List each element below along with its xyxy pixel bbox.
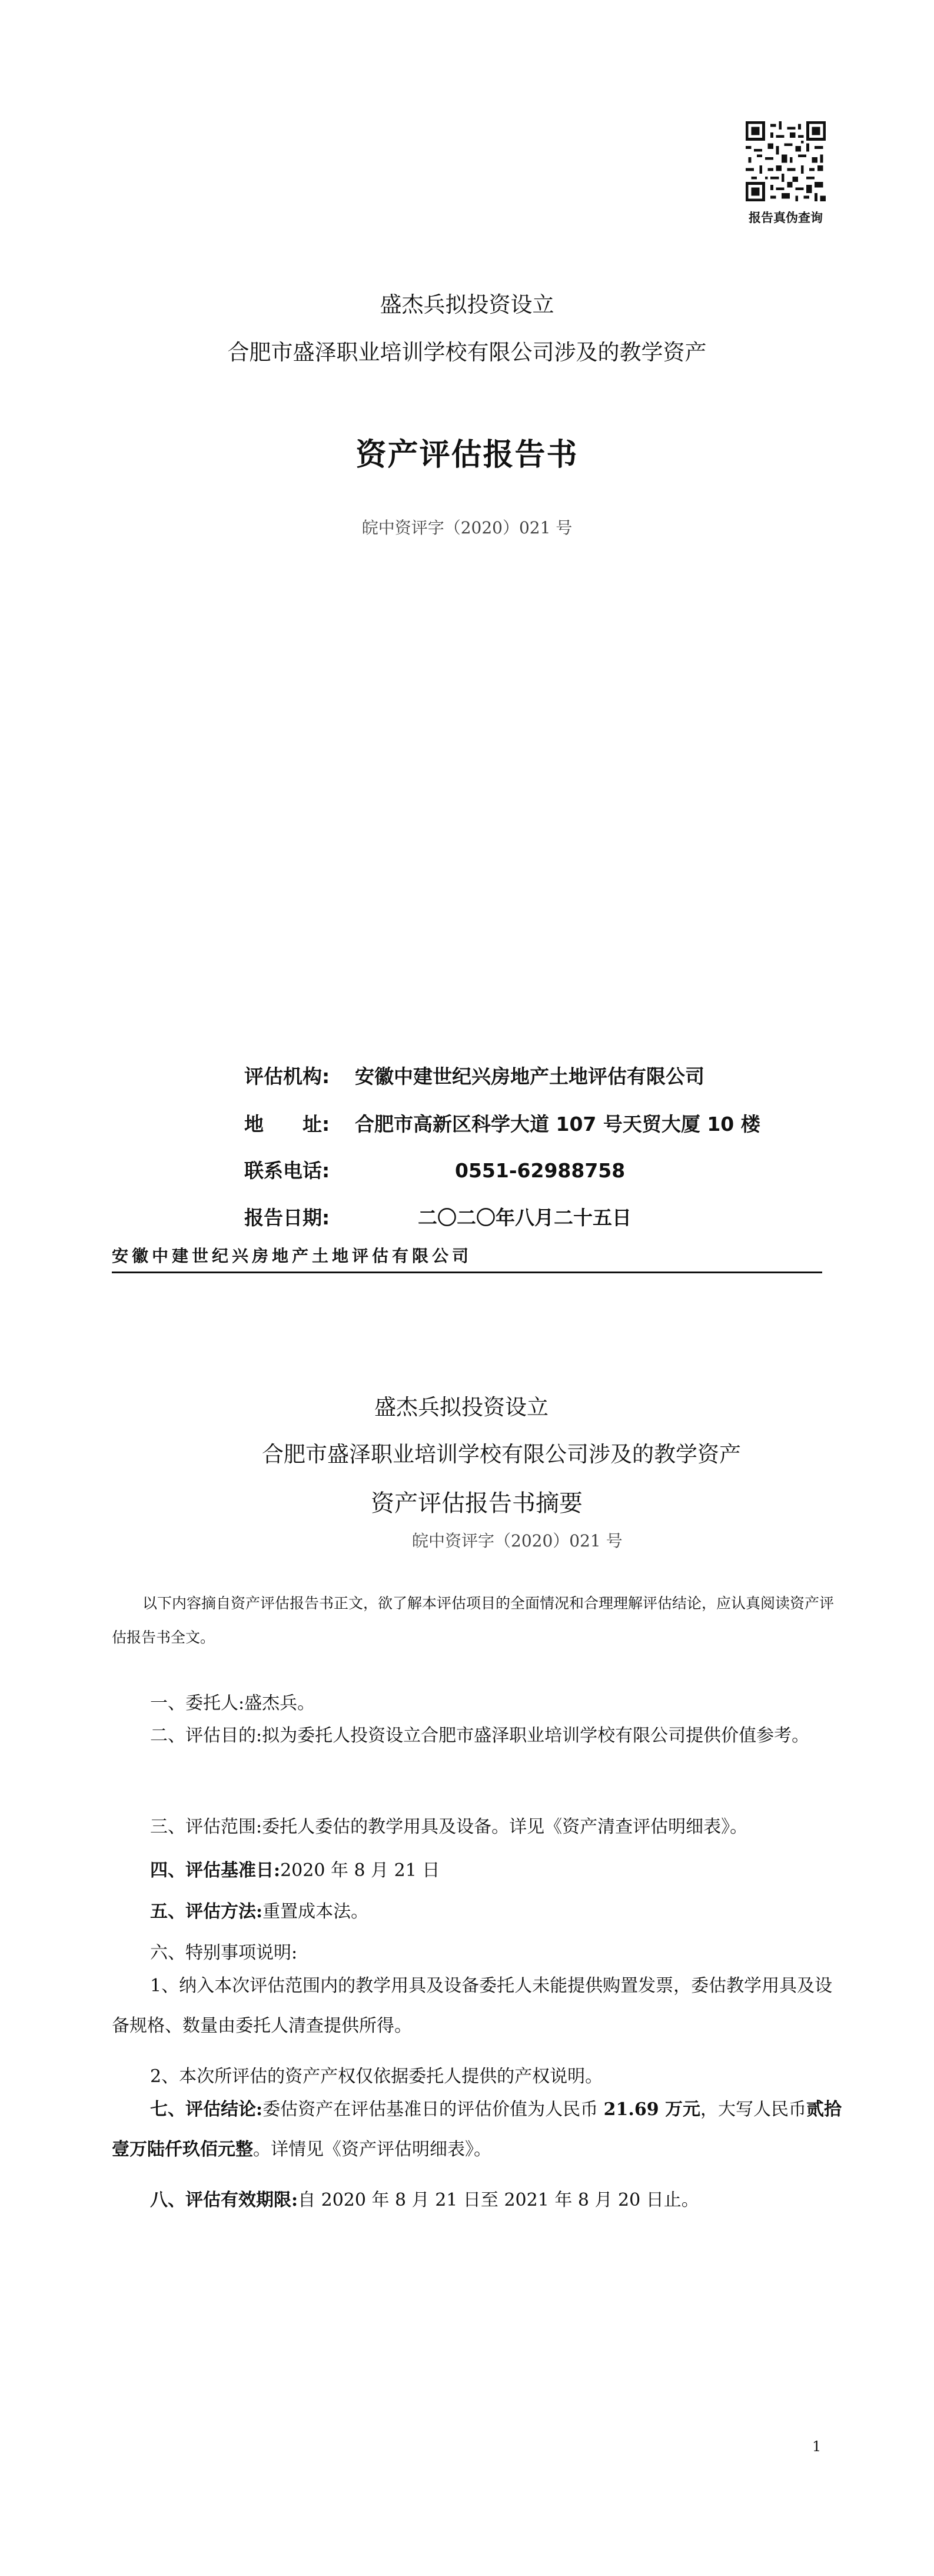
summary-item-conclusion [112,2090,842,2170]
special-label: 六、特别事项说明: [150,1943,298,1963]
conclusion-text-1: 委估资产在评估基准日的评估价值为人民币 [262,2099,604,2120]
cover-report-number: 皖中资评字（2020）021 号 [361,518,573,537]
info-address-label: 地 址: [244,1113,330,1136]
base-date-label: 四、评估基准日: [150,1860,281,1881]
summary-item-scope [150,1812,747,1838]
summary-item-base-date [150,1855,440,1881]
method-value: 重置成本法。 [262,1901,369,1922]
special-note-1: 1、纳入本次评估范围内的教学用具及设备委托人未能提供购置发票，委估教学用具及设备规格、数量由委托人清查提供所得。 [112,1976,833,2036]
scope-value: 委托人委估的教学用具及设备。详见《资产清查评估明细表》。 [262,1817,748,1837]
cover-title-line1: 盛杰兵拟投资设立 [380,292,554,317]
method-label: 五、评估方法: [150,1901,263,1922]
cover-main-title: 资产评估报告书 [355,437,579,473]
validity-value: 自 2020 年 8 月 21 日至 2021 年 8 月 20 日止。 [298,2190,699,2210]
summary-item-validity [150,2185,699,2211]
summary-title-line1: 盛杰兵拟投资设立 [374,1395,549,1420]
info-tel-value: 0551-62988758 [455,1159,626,1182]
validity-label: 八、评估有效期限: [150,2190,298,2210]
scope-label: 三、评估范围: [150,1817,262,1837]
summary-item-purpose [112,1716,842,1756]
summary-item-client [150,1688,315,1714]
conclusion-label: 七、评估结论: [150,2099,263,2120]
info-tel [244,1156,625,1183]
info-org-value: 安徽中建世纪兴房地产土地评估有限公司 [355,1065,704,1088]
conclusion-amount: 21.69 万元 [603,2099,701,2120]
info-date-value: 二〇二〇年八月二十五日 [418,1206,631,1229]
summary-item-special [150,1938,297,1964]
info-date-label: 报告日期: [244,1206,330,1229]
special-note-2: 2、本次所评估的资产产权仅依据委托人提供的产权说明。 [150,2066,603,2087]
base-date-value: 2020 年 8 月 21 日 [280,1860,440,1881]
info-org-label: 评估机构: [244,1065,330,1088]
summary-main-title: 资产评估报告书摘要 [371,1490,583,1517]
conclusion-text-3: 。详情见《资产评估明细表》。 [253,2139,491,2160]
client-label: 一、委托人: [150,1693,245,1714]
footer-divider [112,1272,822,1273]
qr-code-icon[interactable] [746,121,826,201]
info-org [244,1061,704,1089]
conclusion-text-2: ，大写人民币 [700,2099,807,2120]
info-tel-label: 联系电话: [244,1159,330,1182]
client-value: 盛杰兵。 [244,1693,315,1714]
conclusion-amount-cn: 贰拾壹万陆仟玖佰元整 [112,2099,842,2160]
purpose-label: 二、评估目的: [150,1725,262,1746]
summary-intro: 以下内容摘自资产评估报告书正文，欲了解本评估项目的全面情况和合理理解评估结论，应认真阅读资产评估报告书全文。 [112,1595,835,1646]
footer-org-name: 安徽中建世纪兴房地产土地评估有限公司 [112,1246,473,1266]
cover-title-line2: 合肥市盛泽职业培训学校有限公司涉及的教学资产 [227,340,707,365]
purpose-value: 拟为委托人投资设立合肥市盛泽职业培训学校有限公司提供价值参考。 [262,1725,810,1746]
page-number: 1 [812,2438,822,2455]
qr-verify-label: 报告真伪查询 [749,211,823,225]
info-address-value: 合肥市高新区科学大道 107 号天贸大厦 10 楼 [355,1113,760,1136]
info-address [244,1109,760,1137]
summary-title-line2: 合肥市盛泽职业培训学校有限公司涉及的教学资产 [262,1442,741,1467]
info-date [244,1203,631,1230]
summary-report-number: 皖中资评字（2020）021 号 [412,1531,623,1551]
summary-item-method [150,1897,368,1923]
